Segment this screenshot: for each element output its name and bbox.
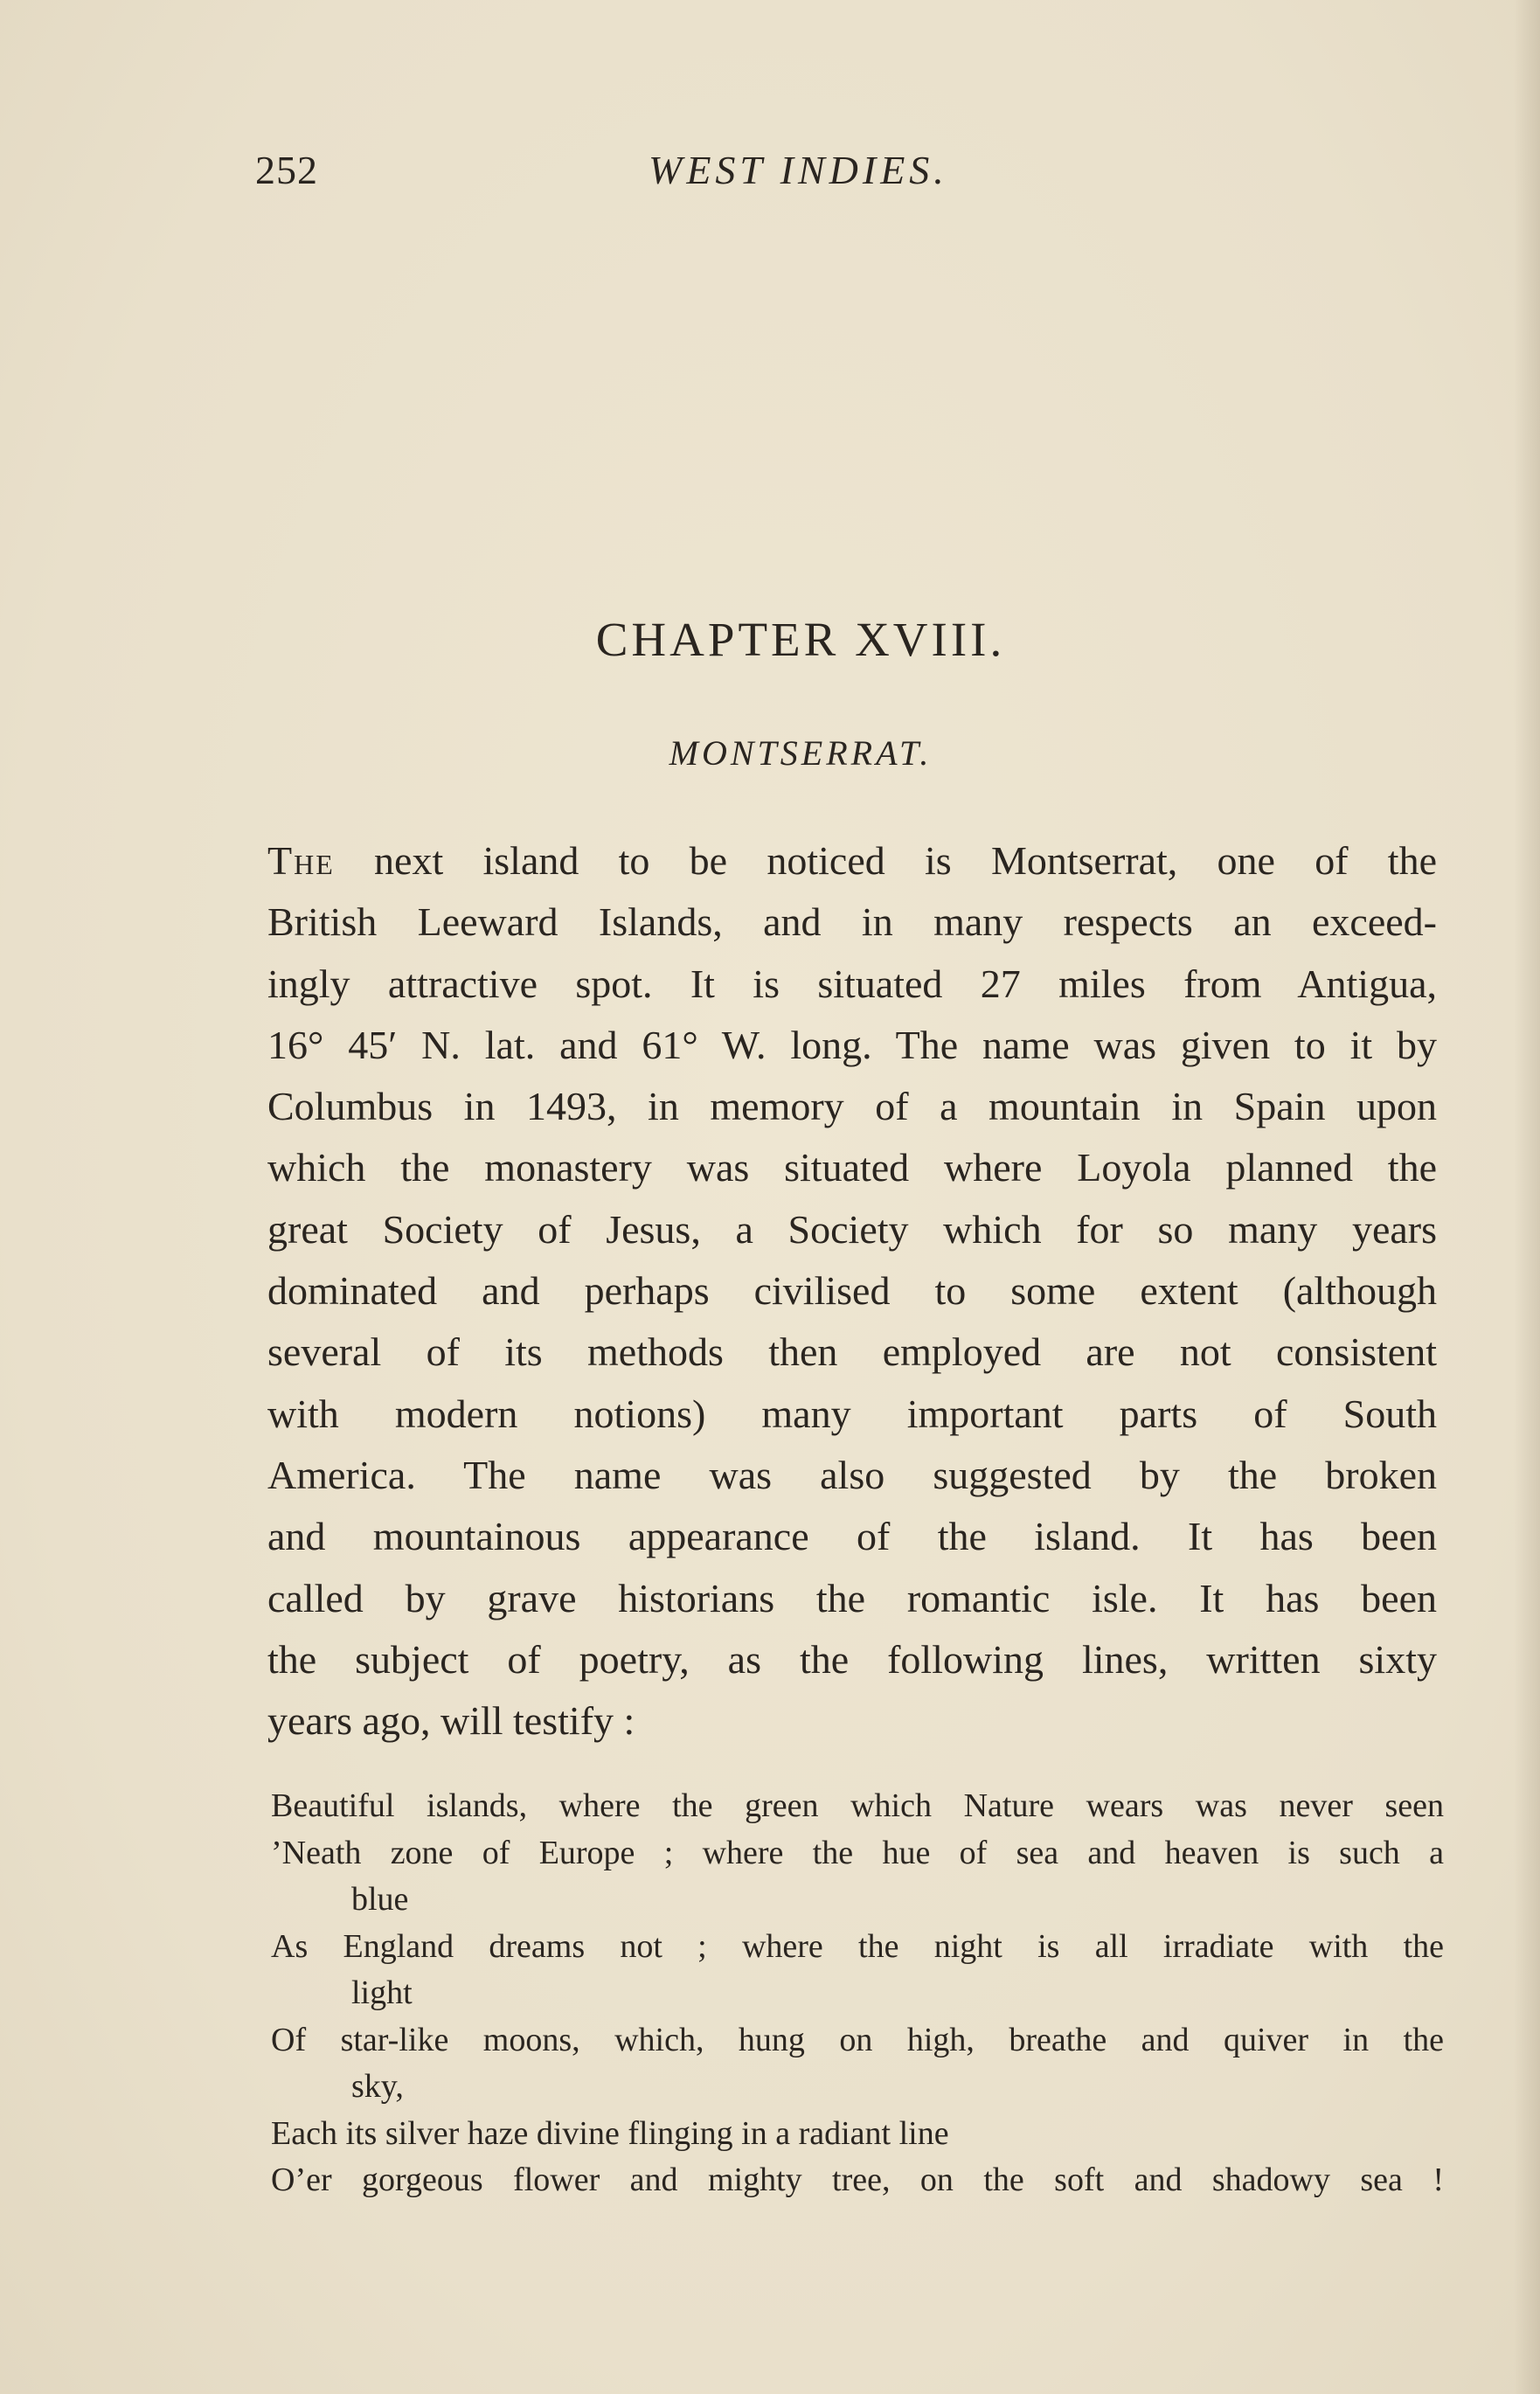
poem-line: Each its silver haze divine flinging in a radiant line xyxy=(271,2114,949,2152)
body-line: called by grave historians the romantic isle. It has been xyxy=(267,1575,1437,1620)
body-line: The next island to be noticed is Montserrat, one of the xyxy=(267,838,1437,883)
page-edge-shadow xyxy=(1514,0,1540,2394)
page-number: 252 xyxy=(255,148,318,192)
chapter-title: CHAPTER XVIII. xyxy=(595,613,1006,666)
body-line: and mountainous appearance of the island. It has been xyxy=(267,1514,1437,1559)
body-line: dominated and perhaps civilised to some extent (although xyxy=(267,1268,1437,1314)
poem-line: O’er gorgeous flower and mighty tree, on the soft and shadowy sea ! xyxy=(271,2162,1444,2198)
lead-word: The xyxy=(267,838,335,883)
poem-line: Beautiful islands, where the green which Nature wears was never seen xyxy=(271,1787,1444,1824)
body-line: ingly attractive spot. It is situated 27 miles from Antigua, xyxy=(267,961,1437,1006)
poem-quotation xyxy=(271,1783,1444,2204)
poem-line: ’Neath zone of Europe ; where the hue of sea and heaven is such a xyxy=(271,1834,1444,1871)
poem-line-continuation: sky, xyxy=(351,2068,404,2105)
poem-line: As England dreams not ; where the night is all irradiate with the xyxy=(271,1927,1444,1965)
body-line: great Society of Jesus, a Society which for so many years xyxy=(267,1206,1437,1252)
body-line: with modern notions) many important parts of South xyxy=(267,1391,1437,1436)
body-line: 16° 45′ N. lat. and 61° W. long. The name was given to it by xyxy=(267,1022,1437,1067)
running-head: WEST INDIES. xyxy=(649,148,948,192)
page-header xyxy=(0,147,1540,208)
body-line: British Leeward Islands, and in many respects an exceed- xyxy=(267,899,1437,945)
body-line: which the monastery was situated where Loyola planned the xyxy=(267,1145,1437,1190)
poem-line-continuation: light xyxy=(351,1974,413,2011)
body-line: years ago, will testify : xyxy=(267,1698,635,1744)
body-line: several of its methods then employed are not consistent xyxy=(267,1329,1437,1375)
body-line: America. The name was also suggested by the broken xyxy=(267,1452,1437,1497)
poem-line: Of star-like moons, which, hung on high, breathe and quiver in the xyxy=(271,2021,1444,2058)
body-line: the subject of poetry, as the following lines, written sixty xyxy=(267,1636,1437,1682)
poem-line-continuation: blue xyxy=(351,1881,409,1918)
chapter-subtitle: MONTSERRAT. xyxy=(669,733,933,773)
body-line: Columbus in 1493, in memory of a mountain in Spain upon xyxy=(267,1084,1437,1129)
body-paragraph xyxy=(267,830,1437,1752)
